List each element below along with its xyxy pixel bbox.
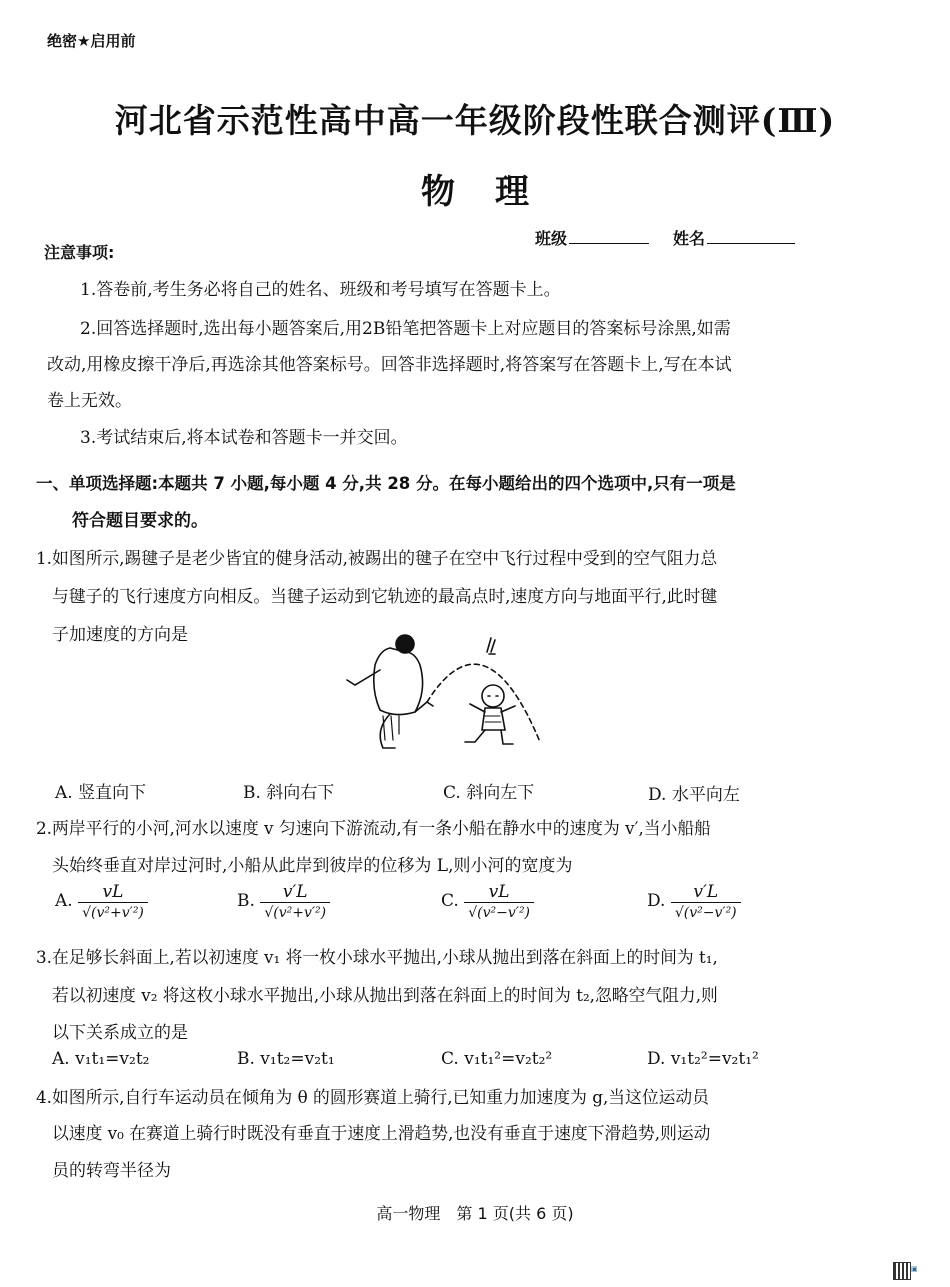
qr-code-icon <box>893 1262 911 1280</box>
q2-option-d-fraction <box>671 882 741 921</box>
q3-line2: 若以初速度 v₂ 将这枚小球水平抛出,小球从抛出到落在斜面上的时间为 t₂,忽略空气阻力,则 <box>52 985 718 1005</box>
q4-line2: 以速度 v₀ 在赛道上骑行时既没有垂直于速度上滑趋势,也没有垂直于速度下滑趋势,则运动 <box>52 1123 711 1143</box>
q1-line2: 与毽子的飞行速度方向相反。当毽子运动到它轨迹的最高点时,速度方向与地面平行,此时毽 <box>52 586 718 606</box>
q2-option-d-label: D. <box>647 891 666 911</box>
q2-option-b-label: B. <box>237 891 255 911</box>
q4-line3: 员的转弯半径为 <box>52 1161 171 1181</box>
q2-option-c <box>441 882 534 921</box>
q2-option-b-fraction <box>260 882 330 921</box>
q1-line3: 子加速度的方向是 <box>52 625 188 645</box>
notice-item-3: 3.考试结束后,将本试卷和答题卡一并交回。 <box>80 428 408 448</box>
adult-arm <box>347 670 380 685</box>
q1-option-c: C. 斜向左下 <box>443 783 535 803</box>
q3-line3: 以下关系成立的是 <box>52 1023 188 1043</box>
q2-option-c-label: C. <box>441 891 459 911</box>
q2-option-c-numerator: vL <box>488 882 510 902</box>
child-head <box>482 685 504 707</box>
adult-body <box>374 648 423 715</box>
q2-option-b-denominator: √(v²+v′²) <box>260 902 330 921</box>
shuttlecock-kicking-figure <box>335 630 560 755</box>
notice-item-2-line3: 卷上无效。 <box>47 391 132 411</box>
q2-option-a-label: A. <box>55 891 73 911</box>
name-field <box>673 226 795 249</box>
q2-option-d-numerator: v′L <box>693 882 719 902</box>
q2-option-d <box>647 882 741 921</box>
q1-line1: 1.如图所示,踢毽子是老少皆宜的健身活动,被踢出的毽子在空中飞行过程中受到的空气阻力总 <box>36 548 718 568</box>
class-blank <box>569 229 649 244</box>
q2-option-a <box>55 882 148 921</box>
q3-option-a: A. v₁t₁=v₂t₂ <box>52 1049 150 1069</box>
q3-option-c: C. v₁t₁²=v₂t₂² <box>441 1049 553 1069</box>
name-blank <box>707 229 795 244</box>
q3-option-d: D. v₁t₂²=v₂t₁² <box>647 1049 759 1069</box>
scanner-watermark-logo: ▣ <box>911 1265 918 1273</box>
q2-option-b <box>237 882 330 921</box>
subject-title: 物理 <box>421 172 569 212</box>
q2-option-d-denominator: √(v²−v′²) <box>671 902 741 921</box>
q1-option-d: D. 水平向左 <box>648 785 740 805</box>
q2-option-b-numerator: v′L <box>282 882 308 902</box>
q2-option-a-fraction <box>78 882 148 921</box>
q4-line1: 4.如图所示,自行车运动员在倾角为 θ 的圆形赛道上骑行,已知重力加速度为 g,当这位运动员 <box>36 1087 709 1107</box>
notice-heading: 注意事项: <box>44 243 115 262</box>
secret-mark: 绝密★启用前 <box>47 32 136 50</box>
section1-heading-line2: 符合题目要求的。 <box>72 511 208 531</box>
notice-item-1: 1.答卷前,考生务必将自己的姓名、班级和考号填写在答题卡上。 <box>80 280 561 300</box>
name-label: 姓名 <box>673 229 706 248</box>
class-label: 班级 <box>535 229 568 248</box>
child-legs <box>465 730 513 744</box>
notice-item-2-line2: 改动,用橡皮擦干净后,再选涂其他答案标号。回答非选择题时,将答案写在答题卡上,写在本试 <box>47 355 732 375</box>
q2-line2: 头始终垂直对岸过河时,小船从此岸到彼岸的位移为 L,则小河的宽度为 <box>52 856 573 876</box>
section1-heading-line1: 一、单项选择题:本题共 7 小题,每小题 4 分,共 28 分。在每小题给出的四个选项中,只有一项是 <box>36 474 736 493</box>
q2-option-c-fraction <box>464 882 534 921</box>
exam-title: 河北省示范性高中高一年级阶段性联合测评(Ⅲ) <box>114 101 836 140</box>
q2-line1: 2.两岸平行的小河,河水以速度 v 匀速向下游流动,有一条小船在静水中的速度为 v′,当小船船 <box>36 818 711 838</box>
class-field <box>535 226 649 249</box>
page-footer: 高一物理 第 1 页(共 6 页) <box>376 1204 574 1223</box>
q1-option-b: B. 斜向右下 <box>243 783 335 803</box>
q2-option-a-denominator: √(v²+v′²) <box>78 902 148 921</box>
q2-option-c-denominator: √(v²−v′²) <box>464 902 534 921</box>
q2-option-a-numerator: vL <box>102 882 124 902</box>
notice-item-2-line1: 2.回答选择题时,选出每小题答案后,用2B铅笔把答题卡上对应题目的答案标号涂黑,如需 <box>80 319 731 339</box>
shuttlecock <box>487 638 495 654</box>
q1-option-a: A. 竖直向下 <box>55 783 147 803</box>
q3-line1: 3.在足够长斜面上,若以初速度 v₁ 将一枚小球水平抛出,小球从抛出到落在斜面上的时间为 t₁, <box>36 947 718 967</box>
q3-option-b: B. v₁t₂=v₂t₁ <box>237 1049 335 1069</box>
